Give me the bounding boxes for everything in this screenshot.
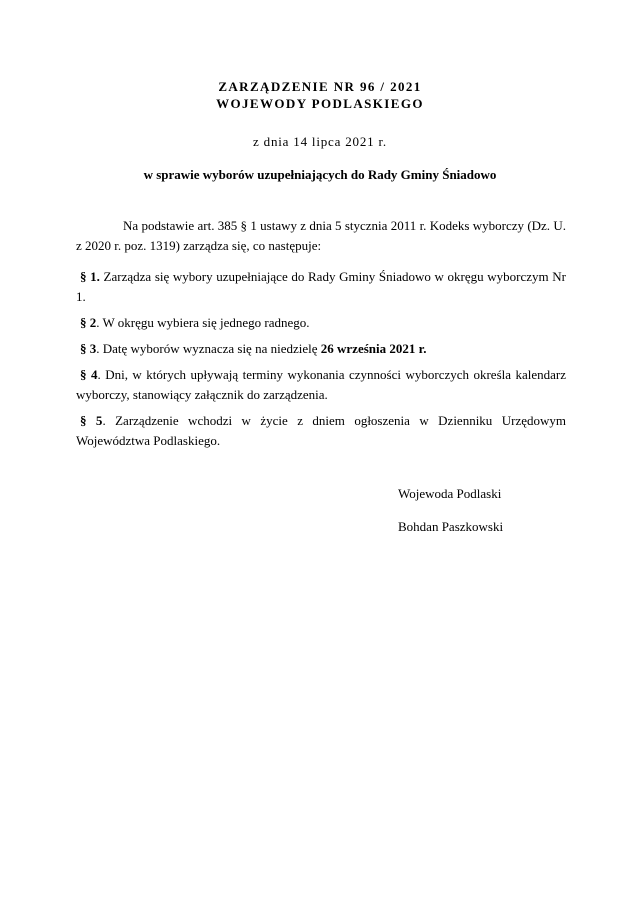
paragraph-mark: § 3: [80, 341, 97, 356]
paragraph-1: [76, 267, 566, 307]
legal-basis-paragraph: Na podstawie art. 385 § 1 ustawy z dnia 5 stycznia 2011 r. Kodeks wyborczy (Dz. U. z 2020 r. poz. 1319) zarządza się, co następuje:: [76, 218, 566, 253]
document-date: z dnia 14 lipca 2021 r.: [253, 134, 387, 149]
paragraph-text: . Zarządzenie wchodzi w życie z dniem ogłoszenia w Dzienniku Urzędowym Województwa Podlaskiego.: [76, 413, 566, 448]
document-subject: w sprawie wyborów uzupełniających do Rady Gminy Śniadowo: [143, 167, 497, 182]
signature-name: Bohdan Paszkowski: [398, 519, 504, 534]
paragraph-5: [76, 411, 566, 451]
paragraph-mark: § 4: [80, 367, 98, 382]
paragraph-3: [76, 339, 566, 359]
paragraph-text: Zarządza się wybory uzupełniające do Rady Gminy Śniadowo w okręgu wyborczym Nr 1.: [76, 269, 566, 304]
document-title-issuer: WOJEWODY PODLASKIEGO: [216, 96, 424, 111]
paragraph-text: . W okręgu wybiera się jednego radnego.: [96, 315, 310, 330]
paragraph-text: . Datę wyborów wyznacza się na niedzielę: [96, 341, 321, 356]
document-title-number: ZARZĄDZENIE NR 96 / 2021: [218, 79, 422, 94]
paragraph-text: . Dni, w których upływają terminy wykonania czynności wyborczych określa kalendarz wyborczy, stanowiący załącznik do zarządzenia.: [76, 367, 567, 402]
paragraph-4: [76, 365, 566, 405]
paragraph-mark: § 5: [80, 413, 103, 428]
document-body: [76, 216, 566, 451]
paragraph-2: [76, 313, 566, 333]
paragraph-mark: § 2: [80, 315, 97, 330]
signature-role: Wojewoda Podlaski: [398, 486, 502, 501]
election-date: 26 września 2021 r.: [320, 341, 427, 356]
paragraph-mark: § 1.: [80, 269, 100, 284]
